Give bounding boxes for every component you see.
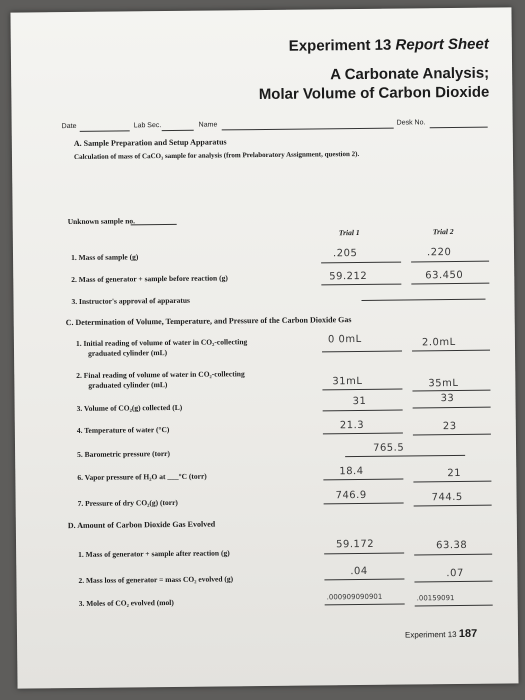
- volume-co2-trial1: 31: [352, 395, 367, 408]
- volume-co2-trial2-line[interactable]: [413, 407, 491, 409]
- title-line-1: A Carbonate Analysis;: [330, 64, 490, 84]
- section-c-title: C. Determination of Volume, Temperature, and Pressure of the Carbon Dioxide Gas: [65, 315, 352, 328]
- vapor-pressure-label: 6. Vapor pressure of H₂O at ___°C (torr): [77, 471, 207, 482]
- mass-loss-trial1: .04: [350, 565, 368, 578]
- final-reading-trial2-line[interactable]: [412, 390, 490, 392]
- final-reading-trial1-line[interactable]: [322, 389, 402, 391]
- page-footer: [405, 628, 477, 641]
- unknown-sample-line[interactable]: [131, 224, 177, 225]
- instructor-approval-line[interactable]: [362, 299, 486, 301]
- final-reading-label-2: graduated cylinder (mL): [88, 380, 168, 390]
- footer-experiment: Experiment 13: [404, 630, 457, 640]
- final-reading-trial2: 35mL: [428, 377, 459, 390]
- mass-before-trial2: 63.450: [425, 269, 464, 282]
- lab-sec-line[interactable]: [162, 130, 194, 131]
- initial-reading-trial2-line[interactable]: [412, 350, 490, 352]
- mass-sample-trial1: .205: [332, 248, 358, 260]
- mass-before-trial1-line[interactable]: [321, 284, 401, 286]
- report-sheet-label: Report Sheet: [395, 35, 489, 54]
- mass-loss-trial2-line[interactable]: [414, 581, 492, 583]
- dry-pressure-trial1: 746.9: [335, 489, 367, 502]
- vapor-pressure-trial1-line[interactable]: [323, 479, 403, 481]
- initial-reading-label-2: graduated cylinder (mL): [87, 348, 168, 358]
- volume-co2-trial1-line[interactable]: [323, 410, 403, 412]
- final-reading-trial1: 31mL: [332, 375, 363, 388]
- mass-after-trial2-line[interactable]: [414, 554, 492, 556]
- report-sheet: [10, 7, 518, 688]
- dry-pressure-trial1-line[interactable]: [324, 503, 404, 505]
- mass-after-label: 1. Mass of generator + sample after reaction (g): [78, 548, 230, 559]
- initial-reading-trial1: 0 0mL: [327, 333, 362, 346]
- initial-reading-trial2: 2.0mL: [421, 336, 456, 349]
- vapor-pressure-trial2: 21: [447, 467, 462, 480]
- temperature-label: 4. Temperature of water (°C): [76, 425, 170, 435]
- mass-before-trial2-line[interactable]: [411, 283, 489, 285]
- mass-sample-trial2: .220: [426, 247, 452, 259]
- dry-pressure-label: 7. Pressure of dry CO₂(g) (torr): [77, 497, 178, 508]
- trial-2-header: Trial 2: [432, 227, 454, 237]
- experiment-number: Experiment 13: [288, 36, 392, 55]
- mass-before-trial1: 59.212: [329, 270, 368, 283]
- moles-co2-trial1: .000909090901: [326, 592, 383, 602]
- name-line[interactable]: [222, 128, 394, 131]
- experiment-title: [11, 36, 489, 58]
- desk-no-line[interactable]: [430, 127, 488, 129]
- moles-co2-trial2: .00159091: [416, 594, 455, 603]
- trial-1-header: Trial 1: [338, 227, 360, 238]
- mass-before-label: 2. Mass of generator + sample before reaction (g): [71, 273, 228, 285]
- moles-co2-trial1-line[interactable]: [325, 604, 405, 606]
- name-label: Name: [198, 121, 218, 129]
- mass-after-trial1: 59.172: [336, 538, 375, 551]
- page-number: 187: [458, 627, 478, 640]
- moles-co2-label: 3. Moles of CO₂ evolved (mol): [78, 597, 174, 608]
- dry-pressure-trial2-line[interactable]: [414, 505, 492, 507]
- mass-loss-label: 2. Mass loss of generator = mass CO₂ evolved (g): [78, 574, 234, 585]
- initial-reading-label-1: 1. Initial reading of volume of water in CO₂-collecting: [75, 337, 248, 348]
- volume-co2-trial2: 33: [440, 393, 455, 405]
- section-a-title: A. Sample Preparation and Setup Apparatus: [73, 137, 227, 148]
- section-a-calc: Calculation of mass of CaCO₃ sample for analysis (from Prelaboratory Assignment, question 2).: [73, 149, 360, 161]
- temperature-trial2-line[interactable]: [413, 434, 491, 436]
- barometric-value: 765.5: [372, 442, 405, 454]
- date-label: Date: [61, 122, 77, 131]
- temperature-trial1: 21.3: [339, 419, 365, 432]
- final-reading-label-1: 2. Final reading of volume of water in CO₂-collecting: [76, 369, 245, 380]
- temperature-trial1-line[interactable]: [323, 433, 403, 435]
- title-line-2: Molar Volume of Carbon Dioxide: [258, 83, 490, 104]
- mass-loss-trial1-line[interactable]: [324, 579, 404, 581]
- mass-sample-trial1-line[interactable]: [321, 262, 401, 264]
- temperature-trial2: 23: [442, 420, 457, 433]
- mass-sample-label: 1. Mass of sample (g): [70, 252, 139, 263]
- unknown-sample-label: Unknown sample no.: [67, 216, 136, 227]
- dry-pressure-trial2: 744.5: [431, 491, 463, 504]
- vapor-pressure-trial1: 18.4: [339, 465, 364, 478]
- vapor-pressure-trial2-line[interactable]: [413, 481, 491, 483]
- initial-reading-trial1-line[interactable]: [322, 351, 402, 353]
- barometric-label: 5. Barometric pressure (torr): [77, 448, 171, 459]
- section-d-title: D. Amount of Carbon Dioxide Gas Evolved: [67, 519, 216, 531]
- mass-loss-trial2: .07: [446, 567, 464, 580]
- desk-no-label: Desk No.: [396, 119, 426, 127]
- mass-sample-trial2-line[interactable]: [411, 261, 489, 263]
- mass-after-trial2: 63.38: [436, 539, 468, 552]
- instructor-approval-label: 3. Instructor's approval of apparatus: [71, 295, 190, 307]
- lab-sec-label: Lab Sec.: [133, 122, 162, 130]
- moles-co2-trial2-line[interactable]: [415, 605, 493, 607]
- date-line[interactable]: [80, 130, 130, 132]
- barometric-line[interactable]: [345, 455, 465, 457]
- mass-after-trial1-line[interactable]: [324, 553, 404, 555]
- volume-co2-label: 3. Volume of CO₂(g) collected (L): [76, 402, 183, 413]
